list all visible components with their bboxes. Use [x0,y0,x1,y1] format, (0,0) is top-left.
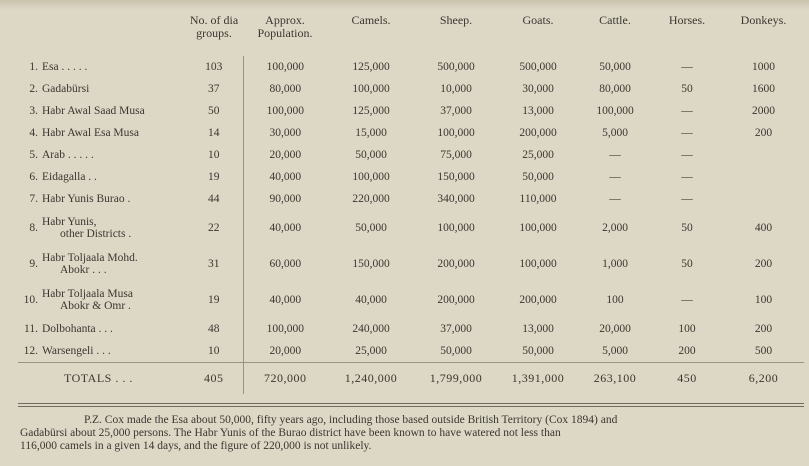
camels-cell: 50,000 [355,149,387,161]
cattle-cell: — [609,171,621,183]
dia-cell: 10 [185,340,243,362]
dia-cell: 19 [185,166,243,188]
tribe-name [40,144,185,166]
totals-goats: 1,391,000 [497,362,579,394]
goats-cell: 30,000 [522,83,554,95]
population-cell: 90,000 [269,193,302,205]
horses-cell: — [681,61,693,73]
table-row [18,210,804,246]
table-row [18,56,804,78]
camels-cell: 125,000 [352,61,390,73]
tribe-name-line: Warsengeli . . . [42,344,111,357]
table-row [18,122,804,144]
tribe-name-line: Habr Toljaala Musa [42,288,133,300]
horses-cell: 50 [681,83,693,95]
cattle-cell: 100,000 [596,105,634,117]
sheep-cell: 340,000 [437,193,475,205]
dia-header: No. of dia groups. [189,13,239,40]
donkeys-cell: 200 [754,258,773,270]
population-cell: 40,000 [269,171,302,183]
table-row [18,166,804,188]
tribe-name [40,188,185,210]
donkeys-header: Donkeys. [740,13,787,27]
population-cell: 100,000 [266,323,304,335]
index-header [18,8,40,56]
cattle-cell: 20,000 [599,323,631,335]
tribe-name-continuation: other Districts . [60,228,132,240]
horses-cell: 50 [681,258,693,270]
donkeys-cell: 100 [754,294,773,306]
totals-row [18,362,804,394]
population-cell: 100,000 [266,61,304,73]
horses-cell: — [681,294,693,306]
totals-horses: 450 [651,362,723,394]
row-number: 1. [29,61,38,73]
tribe-name [40,56,185,78]
table-row [18,318,804,340]
cattle-cell: 5,000 [602,344,628,357]
totals-population: 720,000 [243,362,327,394]
table-row [18,144,804,166]
sheep-cell: 37,000 [440,323,472,335]
donkeys-cell [723,188,804,210]
table-row [18,78,804,100]
row-number: 11. [24,323,38,335]
row-number: 8. [29,222,38,234]
tribe-name [40,318,185,340]
horses-cell: 50 [681,222,693,234]
camels-cell: 15,000 [355,127,387,139]
totals-index [18,362,40,394]
camels-cell: 240,000 [352,323,390,335]
goats-cell: 100,000 [519,222,557,234]
dia-cell: 44 [185,188,243,210]
horses-cell: 200 [678,344,696,357]
footnote [20,414,805,453]
row-number: 7. [29,193,38,205]
tribe-name [40,100,185,122]
dia-cell: 31 [185,246,243,282]
cattle-cell: 5,000 [602,127,628,139]
camels-cell: 125,000 [352,105,390,117]
donkeys-cell [723,144,804,166]
camels-cell: 50,000 [355,222,387,234]
camels-cell: 150,000 [352,258,390,270]
population-cell: 40,000 [269,222,302,234]
divider-rule [18,406,804,407]
footnote-line: 116,000 camels in a given 14 days, and the figure of 220,000 is not unlikely. [20,440,372,452]
sheep-cell: 10,000 [440,83,472,95]
dia-cell: 22 [185,210,243,246]
dia-cell: 10 [185,144,243,166]
donkeys-cell: 200 [754,323,773,335]
dia-cell: 37 [185,78,243,100]
population-header: Approx. Population. [257,13,313,40]
table-row [18,340,804,362]
population-cell: 20,000 [269,344,302,357]
dia-cell: 19 [185,282,243,318]
table-row [18,282,804,318]
goats-cell: 50,000 [522,344,554,357]
sheep-cell: 100,000 [437,127,475,139]
horses-cell: — [681,105,693,117]
name-header [40,8,185,56]
cattle-cell: — [609,193,621,205]
horses-cell: — [681,127,693,139]
goats-header: Goats. [522,13,554,27]
cattle-cell: 100 [606,294,624,306]
sheep-cell: 100,000 [437,222,475,234]
tribe-name-continuation: Abokr . . . [60,264,107,276]
tribe-name-line: Habr Toljaala Mohd. [42,252,138,264]
sheep-cell: 150,000 [437,171,475,183]
camels-header: Camels. [351,13,391,27]
sheep-cell: 50,000 [440,344,472,357]
row-number: 10. [23,294,38,306]
row-number: 6. [29,171,38,183]
tribe-name [40,210,185,246]
table-body [18,56,804,362]
donkeys-cell: 1600 [752,83,775,95]
totals-cattle: 263,100 [579,362,651,394]
table-row [18,100,804,122]
cattle-header: Cattle. [599,13,631,27]
dia-cell: 14 [185,122,243,144]
horses-header: Horses. [668,13,706,27]
divider-rule [18,403,804,404]
tribe-name [40,246,185,282]
horses-cell: 100 [678,323,696,335]
population-cell: 60,000 [269,258,302,270]
tribe-name-line: Arab . . . . . [42,149,94,161]
sheep-cell: 75,000 [440,149,472,161]
header-row [18,8,804,56]
sheep-cell: 200,000 [437,294,475,306]
dia-cell: 48 [185,318,243,340]
tribe-name-line: Habr Yunis, [42,216,97,228]
horses-cell: — [681,149,693,161]
cattle-cell: 1,000 [602,258,628,270]
dia-cell: 50 [185,100,243,122]
tribe-name-line: Habr Awal Esa Musa [42,127,139,139]
population-cell: 100,000 [266,105,304,117]
table-row [18,188,804,210]
goats-cell: 200,000 [519,127,557,139]
totals-dia: 405 [185,362,243,394]
row-number: 4. [29,127,38,139]
goats-cell: 25,000 [522,149,554,161]
goats-cell: 50,000 [522,171,554,183]
tribe-name [40,282,185,318]
tribe-name-line: Habr Yunis Burao . [42,193,131,205]
footnote-line: P.Z. Cox made the Esa about 50,000, fifty years ago, including those based outside British Territory (Cox 1894) and [84,414,618,426]
row-number: 2. [29,83,38,95]
tribe-name-line: Gadabürsi [42,83,90,95]
tribe-name [40,340,185,362]
camels-cell: 220,000 [352,193,390,205]
totals-donkeys: 6,200 [723,362,804,394]
horses-cell: — [681,193,693,205]
camels-cell: 100,000 [352,171,390,183]
sheep-cell: 37,000 [440,105,472,117]
horses-cell: — [681,171,693,183]
tribe-name-line: Habr Awal Saad Musa [42,105,145,117]
donkeys-cell: 400 [754,222,773,234]
cattle-cell: — [609,149,621,161]
tribe-name-line: Eidagalla . . [42,171,97,183]
donkeys-cell [723,166,804,188]
camels-cell: 100,000 [352,83,390,95]
goats-cell: 500,000 [519,61,557,73]
row-number: 3. [29,105,38,117]
sheep-cell: 500,000 [437,61,475,73]
tribe-name [40,78,185,100]
goats-cell: 13,000 [522,105,554,117]
cattle-cell: 50,000 [599,61,631,73]
row-number: 12. [23,344,38,357]
livestock-table [18,8,804,394]
tribe-name-line: Dolbohanta . . . [42,323,113,335]
camels-cell: 25,000 [355,344,387,357]
camels-cell: 40,000 [355,294,387,306]
totals-camels: 1,240,000 [327,362,415,394]
sheep-header: Sheep. [439,13,473,27]
goats-cell: 110,000 [519,193,557,205]
tribe-name [40,122,185,144]
donkeys-cell: 200 [754,127,773,139]
tribe-name [40,166,185,188]
dia-cell: 103 [185,56,243,78]
goats-cell: 200,000 [519,294,557,306]
totals-label: TOTALS . . . [40,362,185,394]
table-row [18,246,804,282]
footnote-line: Gadabürsi about 25,000 persons. The Habr Yunis of the Burao district have been known to have watered not less than [20,427,561,439]
population-cell: 80,000 [269,83,302,95]
row-number: 9. [29,258,38,270]
donkeys-cell: 2000 [752,105,775,117]
tribe-name-line: Esa . . . . . [42,61,88,73]
goats-cell: 100,000 [519,258,557,270]
sheep-cell: 200,000 [437,258,475,270]
totals-sheep: 1,799,000 [415,362,497,394]
donkeys-cell: 500 [754,344,773,357]
tribe-name-continuation: Abokr & Omr . [60,300,131,312]
donkeys-cell: 1000 [752,61,775,73]
population-cell: 40,000 [269,294,302,306]
cattle-cell: 2,000 [602,222,628,234]
cattle-cell: 80,000 [599,83,631,95]
population-cell: 20,000 [269,149,302,161]
population-cell: 30,000 [269,127,302,139]
row-number: 5. [29,149,38,161]
goats-cell: 13,000 [522,323,554,335]
